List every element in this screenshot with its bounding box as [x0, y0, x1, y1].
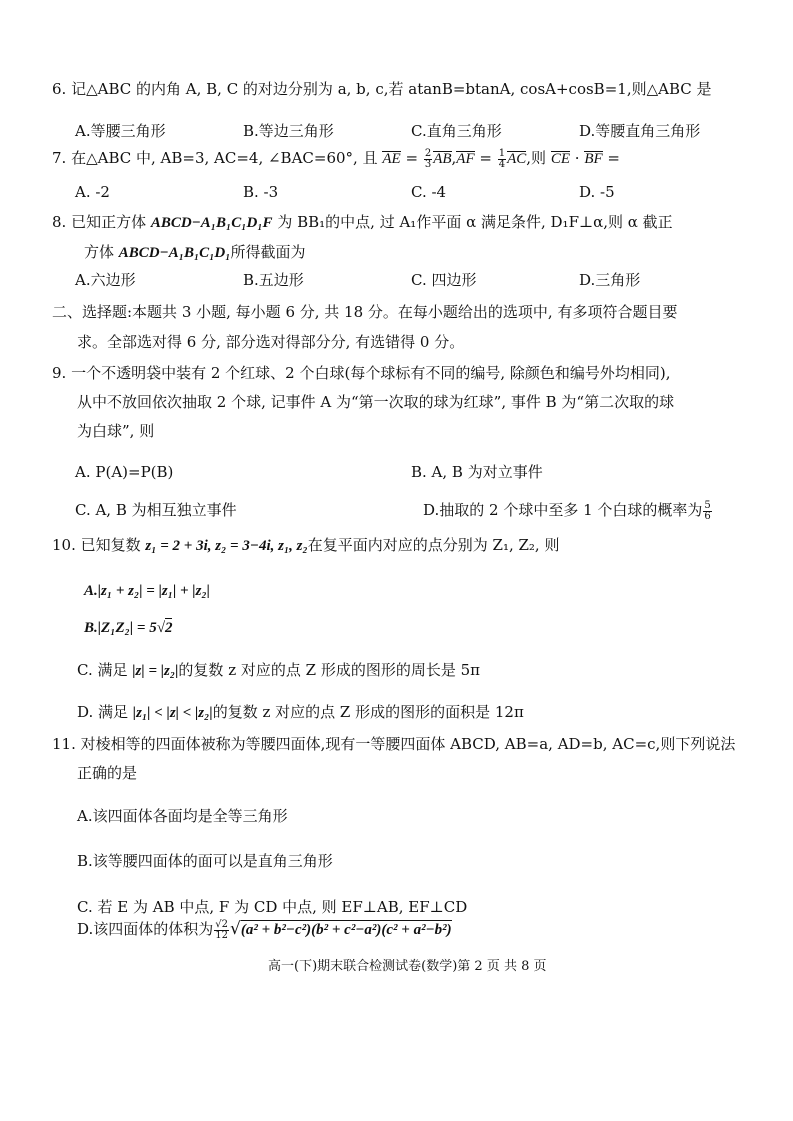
page-footer: 高一(下)期末联合检测试卷(数学)第 2 页 共 8 页 [268, 959, 547, 974]
q8-cube2: ABCD−A₁B₁C₁D₁ [118, 245, 231, 261]
q10-option-c [77, 660, 480, 681]
q9-option-c: C. A, B 为相互独立事件 [75, 501, 237, 519]
q10-option-d-prefix: D. 满足 [77, 703, 133, 721]
q8-part2: 为 BB₁的中点, 过 A₁作平面 α 满足条件, D₁F⊥α,则 α 截正 [272, 213, 673, 231]
q9-option-b: B. A, B 为对立事件 [411, 463, 543, 481]
q7-eq2: = [474, 149, 497, 167]
q8-option-a: A.六边形 [75, 271, 136, 289]
q10-option-d-math: |z₁| < |z| < |z₂| [132, 705, 213, 721]
q11-option-b: B.该等腰四面体的面可以是直角三角形 [77, 852, 333, 870]
q8-line1 [52, 212, 673, 233]
q11-option-c: C. 若 E 为 AB 中点, F 为 CD 中点, 则 EF⊥AB, EF⊥CD [77, 898, 468, 916]
q9-line1: 9. 一个不透明袋中装有 2 个红球、2 个白球(每个球标有不同的编号, 除颜色和编号外均相同), [52, 364, 671, 382]
q10-option-b-prefix: B.|Z₁Z₂| = 5 [84, 620, 157, 636]
q10-stem-suffix: 在复平面内对应的点分别为 Z₁, Z₂, 则 [307, 536, 560, 554]
q7-eq3: = [602, 149, 620, 167]
q7-eq1: = [400, 149, 423, 167]
section2-line2: 求。全部选对得 6 分, 部分选对得部分分, 有选错得 0 分。 [77, 333, 465, 351]
q11-frac-num: √2 [215, 918, 228, 930]
q9-option-a: A. P(A)=P(B) [75, 463, 174, 481]
q10-option-d-suffix: 的复数 z 对应的点 Z 形成的图形的面积是 12π [212, 703, 524, 721]
q10-option-b-root-sign: √ [156, 620, 165, 636]
q7-option-a: A. -2 [75, 183, 110, 201]
q7-vec-bf: BF [584, 151, 603, 167]
q9-option-d-frac [703, 501, 711, 522]
q10-option-b-root: 2 [164, 620, 173, 636]
q6-option-a: A.等腰三角形 [75, 122, 166, 140]
q10-option-b [84, 618, 172, 638]
q9-line2: 从中不放回依次抽取 2 个球, 记事件 A 为“第一次取的球为红球”, 事件 B 为“第二次取的球 [77, 393, 675, 411]
q7-frac2-den: 4 [498, 158, 506, 170]
q7-vec-ce: CE [550, 151, 570, 167]
q7-frac2 [498, 149, 506, 170]
q7-vec-ac: AC [507, 151, 527, 167]
q11-option-d-root: (a² + b²−c²)(b² + c²−a²)(c² + a²−b²) [240, 922, 452, 938]
q8-line2 [84, 242, 306, 263]
q10-stem [52, 535, 559, 556]
q7-dot: · [570, 149, 585, 167]
q7-frac1 [424, 149, 432, 170]
q8-cube: ABCD−A₁B₁C₁D₁F [150, 215, 273, 231]
q11-option-d-frac [214, 920, 229, 941]
q9-line3: 为白球”, 则 [77, 422, 155, 440]
q11-line2: 正确的是 [77, 764, 138, 782]
q8-part3: 方体 [84, 243, 119, 261]
q10-option-d [77, 702, 524, 723]
q7-frac1-den: 3 [424, 158, 432, 170]
q9-option-d-text: D.抽取的 2 个球中至多 1 个白球的概率为 [423, 501, 703, 519]
q8-option-d: D.三角形 [579, 271, 641, 289]
q8-part4: 所得截面为 [230, 243, 306, 261]
q7-vec-ae: AE [382, 151, 401, 167]
q7-prefix: 7. 在△ABC 中, AB=3, AC=4, ∠BAC=60°, 且 [52, 149, 378, 167]
q7-then: ,则 [526, 149, 551, 167]
q11-option-a: A.该四面体各面均是全等三角形 [77, 807, 288, 825]
q11-line1: 11. 对棱相等的四面体被称为等腰四面体,现有一等腰四面体 ABCD, AB=a, AD=b, AC=c,则下列说法 [52, 735, 736, 753]
q11-root-sign: √ [230, 919, 241, 939]
q7-frac1-num: 2 [424, 147, 432, 159]
q10-option-c-prefix: C. 满足 [77, 661, 133, 679]
q11-frac-den: 12 [215, 929, 228, 941]
q7-option-c: C. -4 [411, 183, 447, 201]
q10-option-c-suffix: 的复数 z 对应的点 Z 形成的图形的周长是 5π [178, 661, 480, 679]
q6-option-b: B.等边三角形 [243, 122, 334, 140]
q8-option-b: B.五边形 [243, 271, 304, 289]
q9-frac-num: 5 [704, 499, 711, 511]
q9-frac-den: 6 [704, 510, 711, 522]
q6-stem: 6. 记△ABC 的内角 A, B, C 的对边分别为 a, b, c,若 atanB=btanA, cosA+cosB=1,则△ABC 是 [52, 80, 712, 98]
q7-option-b: B. -3 [243, 183, 279, 201]
q11-option-d [77, 919, 452, 941]
q7-frac2-num: 1 [498, 147, 506, 159]
section2-line1: 二、选择题:本题共 3 小题, 每小题 6 分, 共 18 分。在每小题给出的选项中, 有多项符合题目要 [52, 303, 678, 321]
q10-stem-math: z₁ = 2 + 3i, z₂ = 3−4i, z₁, z₂ [145, 538, 308, 554]
q6-option-d: D.等腰直角三角形 [579, 122, 701, 140]
q7-vec-ab: AB [433, 151, 452, 167]
q7-option-d: D. -5 [579, 183, 615, 201]
q7-comma: , [451, 149, 457, 167]
q7-vec-af: AF [456, 151, 475, 167]
q10-option-a: A.|z₁ + z₂| = |z₁| + |z₂| [84, 583, 210, 599]
q9-option-d [423, 500, 713, 522]
q8-option-c: C. 四边形 [411, 271, 477, 289]
q7-stem [52, 148, 620, 170]
q10-stem-prefix: 10. 已知复数 [52, 536, 146, 554]
q6-option-c: C.直角三角形 [411, 122, 502, 140]
q10-option-c-math: |z| = |z₂| [132, 663, 179, 679]
q8-part1: 8. 已知正方体 [52, 213, 151, 231]
q11-option-d-prefix: D.该四面体的体积为 [77, 920, 214, 938]
